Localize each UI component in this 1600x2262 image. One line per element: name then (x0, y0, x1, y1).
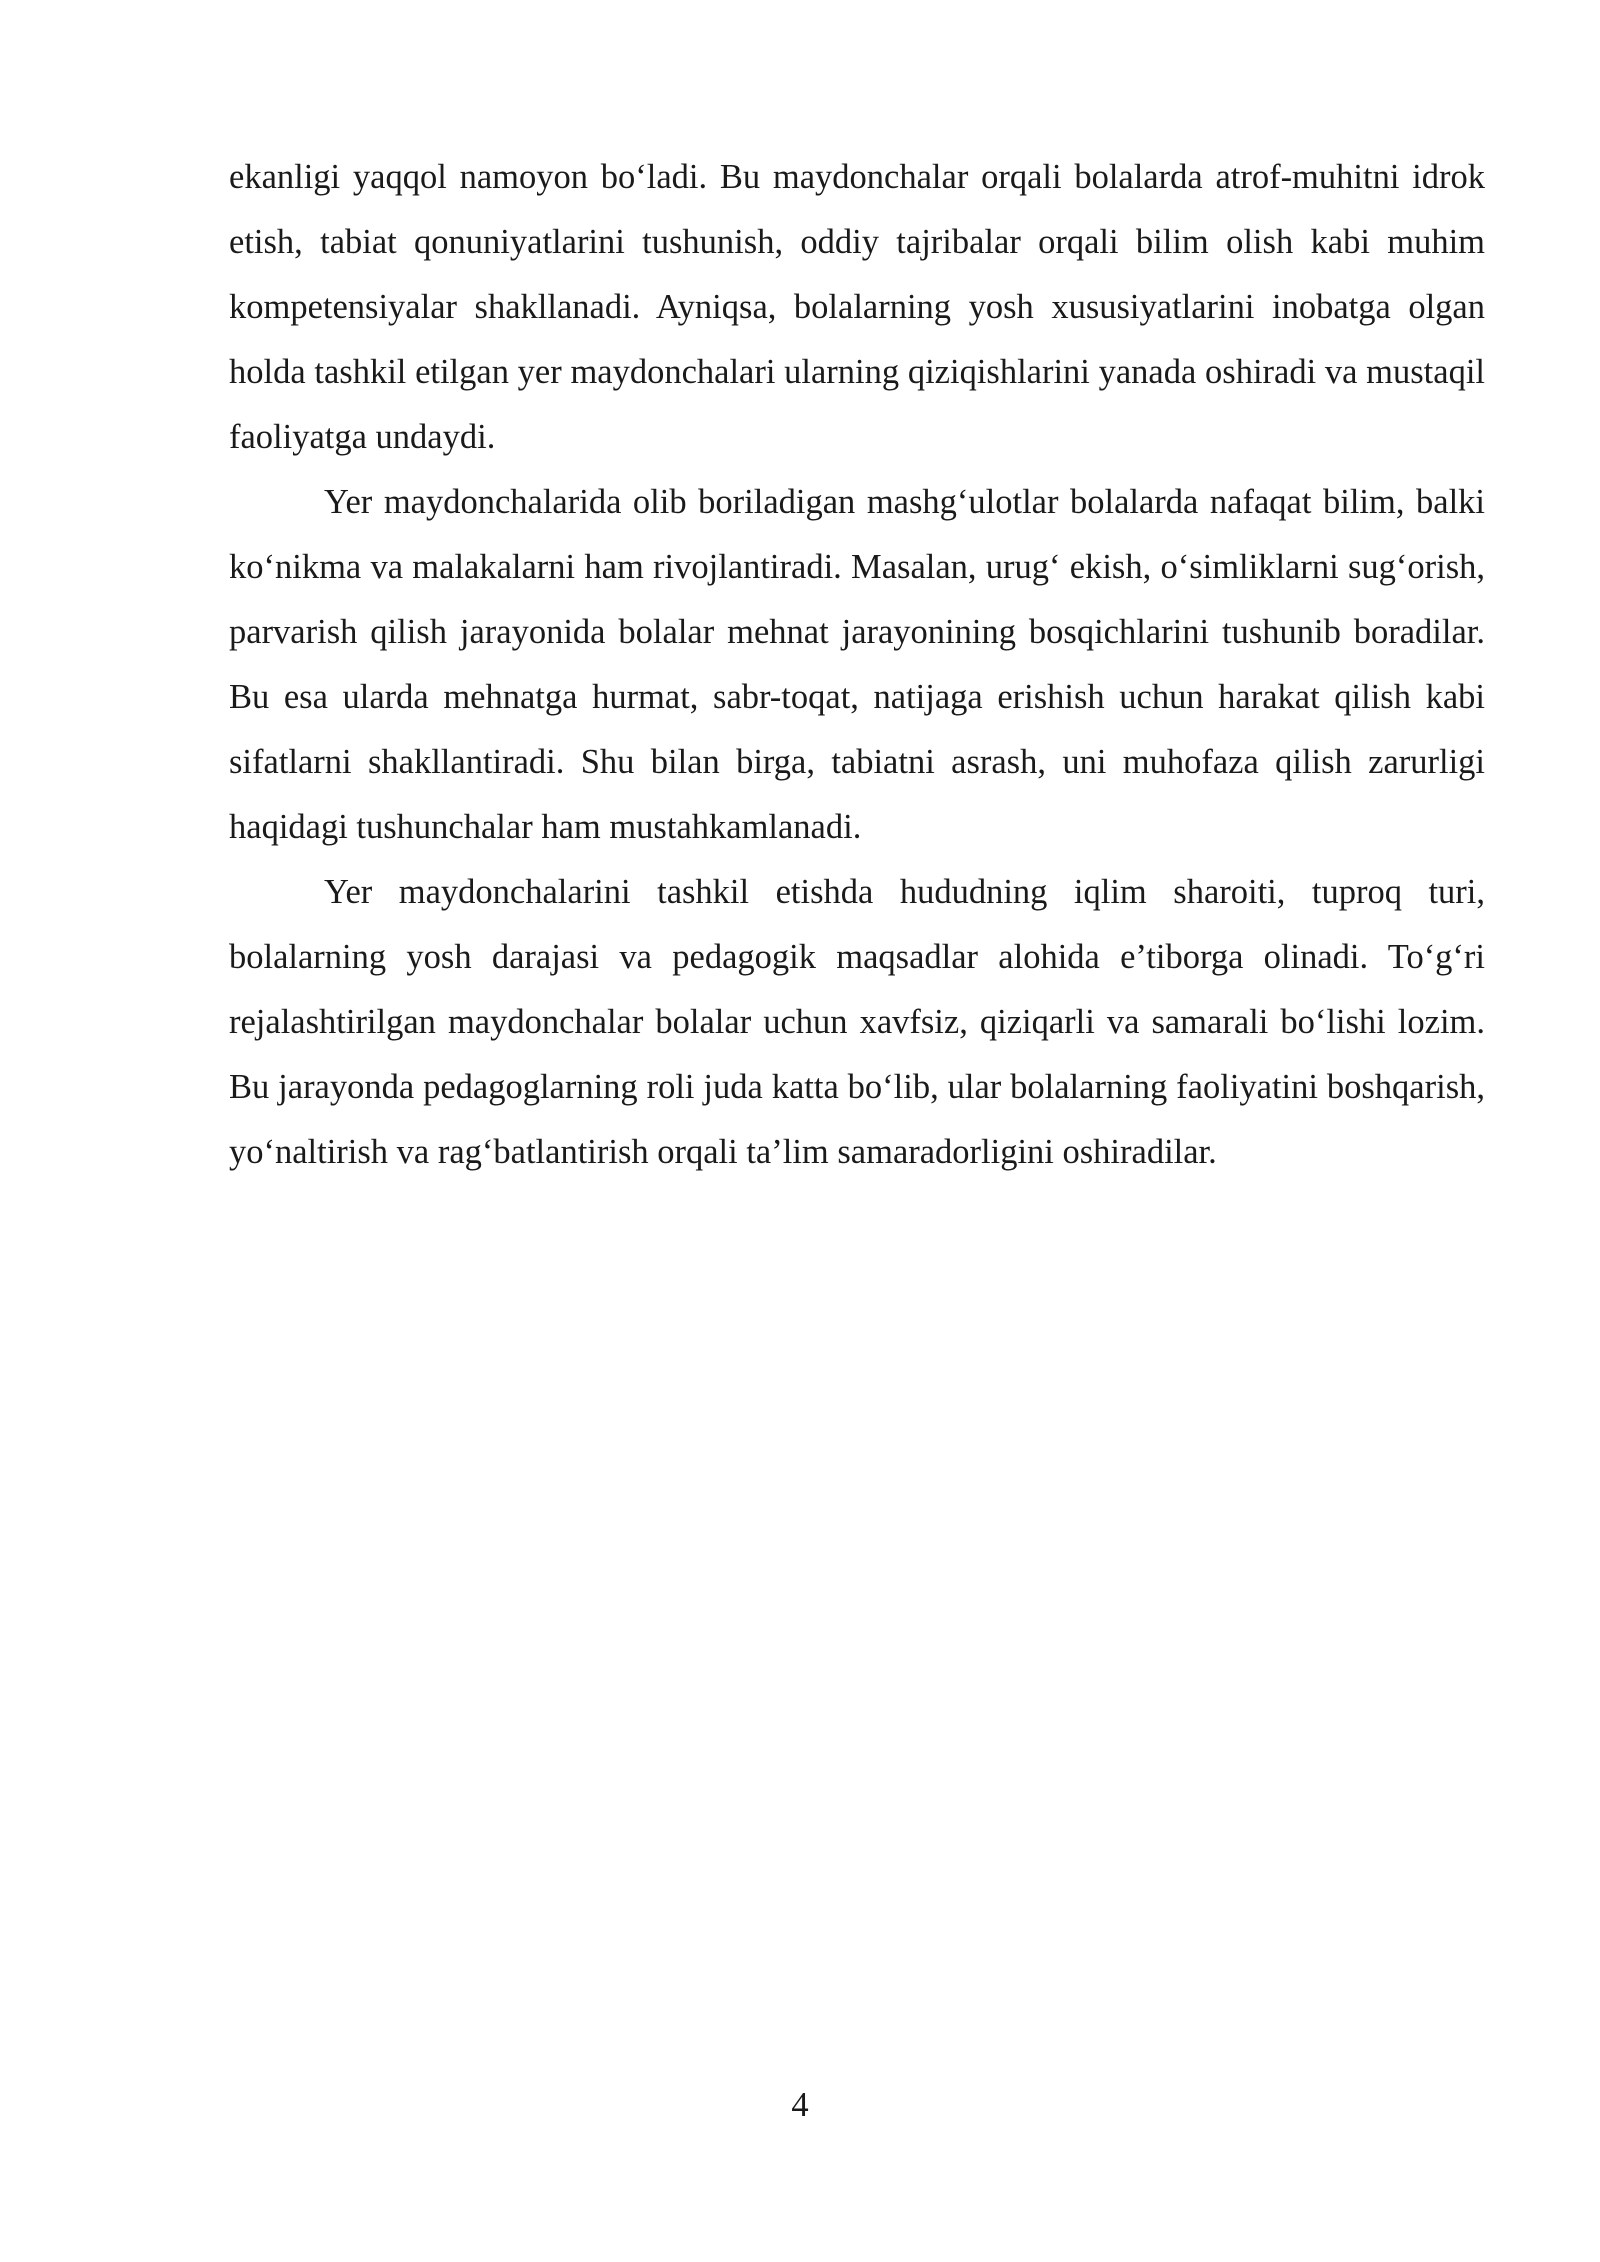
paragraph-2: Yer maydonchalarida olib boriladigan mashg‘ulotlar bolalarda nafaqat bilim, balki ko‘nikma va malakalarni ham rivojlantiradi. Masalan, urug‘ ekish, o‘simliklarni sug‘orish, parvarish qilish jarayonida bolalar mehnat jarayonining bosqichlarini tushunib boradilar. Bu esa ularda mehnatga hurmat, sabr-toqat, natijaga erishish uchun harakat qilish kabi sifatlarni shakllantiradi. Shu bilan birga, tabiatni asrash, uni muhofaza qilish zarurligi haqidagi tushunchalar ham mustahkamlanadi. (229, 483, 1485, 846)
body-text (229, 145, 1485, 1185)
paragraph-1: ekanligi yaqqol namoyon bo‘ladi. Bu maydonchalar orqali bolalarda atrof-muhitni idrok etish, tabiat qonuniyatlarini tushunish, oddiy tajribalar orqali bilim olish kabi muhim kompetensiyalar shakllanadi. Ayniqsa, bolalarning yosh xususiyatlarini inobatga olgan holda tashkil etilgan yer maydonchalari ularning qiziqishlarini yanada oshiradi va mustaqil faoliyatga undaydi. (229, 158, 1485, 456)
page-number: 4 (791, 2086, 809, 2124)
paragraph-3: Yer maydonchalarini tashkil etishda hududning iqlim sharoiti, tuproq turi, bolalarning yosh darajasi va pedagogik maqsadlar alohida e’tiborga olinadi. To‘g‘ri rejalashtirilgan maydonchalar bolalar uchun xavfsiz, qiziqarli va samarali bo‘lishi lozim. Bu jarayonda pedagoglarning roli juda katta bo‘lib, ular bolalarning faoliyatini boshqarish, yo‘naltirish va rag‘batlantirish orqali ta’lim samaradorligini oshiradilar. (229, 873, 1485, 1171)
